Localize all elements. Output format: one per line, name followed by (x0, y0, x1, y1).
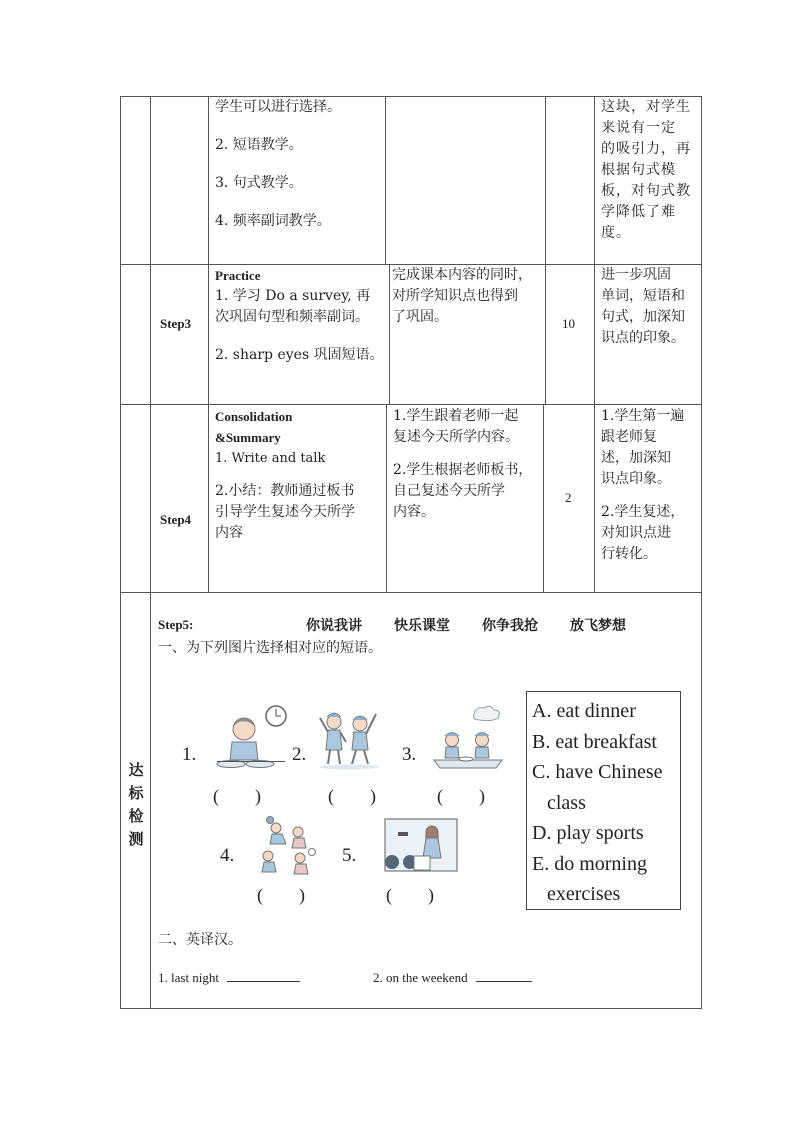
row3-intent-line: 行转化。 (601, 546, 657, 562)
answer-blank[interactable]: ( ) (328, 786, 376, 806)
row3-intent-line: 识点印象。 (601, 471, 671, 487)
column-divider-student (543, 404, 544, 592)
option-a: A. eat dinner (532, 700, 636, 722)
row2-student (392, 265, 544, 328)
column-divider-time (594, 264, 595, 404)
translate-prompt: 2. on the weekend (373, 970, 468, 985)
row1-content-line: 2. 短语教学。 (215, 137, 303, 153)
section-label-char: 检 (128, 809, 144, 825)
slogan: 快乐课堂 (394, 619, 450, 634)
section-label-char: 标 (128, 786, 144, 802)
column-divider-step (208, 96, 209, 264)
table-border-right (701, 96, 702, 1009)
column-divider-time (594, 404, 595, 592)
row3-intent-line: 对知识点进 (601, 525, 671, 541)
row1-content-line: 3. 句式教学。 (215, 175, 303, 191)
column-divider-step (208, 404, 209, 592)
translate-answer-blank[interactable] (476, 981, 532, 982)
row2-intent-line: 进一步巩固 (601, 267, 671, 283)
section-label-char: 达 (128, 763, 144, 779)
step4-label: Step4 (160, 512, 192, 527)
instruction-heading: 二、英译汉。 (158, 932, 242, 948)
translate-prompt: 1. last night (158, 970, 220, 985)
row1-intent-line: 根据句式模 (601, 162, 676, 178)
row2-student-line: 了巩固。 (392, 309, 448, 325)
option-e-continued: exercises (547, 883, 621, 905)
row3-intent (601, 406, 700, 565)
column-divider-step (208, 264, 209, 404)
column-divider-student (545, 264, 546, 404)
row3-student-line: 2.学生根据老师板书， (393, 462, 533, 478)
row3-content-line: 内容 (215, 525, 243, 541)
row3-content-line: 2.小结：教师通过板书 (215, 483, 355, 499)
section-label (127, 760, 145, 852)
picture-number: 5. (342, 845, 357, 866)
row1-intent-line: 这块，对学生 (601, 99, 691, 115)
row3-student (393, 406, 543, 523)
row3-intent-line: 跟老师复 (601, 429, 657, 445)
row3-student-line: 自己复述今天所学 (393, 483, 505, 499)
section-label-char: 测 (128, 832, 144, 848)
table-border-bottom (120, 1008, 702, 1009)
option-c-continued: class (547, 791, 586, 814)
row-divider-3 (120, 592, 702, 593)
row2-intent-line: 识点的印象。 (601, 330, 685, 346)
row1-intent (601, 97, 700, 244)
row1-intent-line: 来说有一定 (601, 120, 676, 136)
picture-number: 2. (292, 744, 307, 765)
step5-label: Step5: (158, 617, 194, 632)
row3-content-line: 引导学生复述今天所学 (215, 504, 355, 520)
row2-content-line: 1. 学习 Do a survey, 再 (215, 288, 371, 304)
row2-intent-line: 句式，加深知 (601, 309, 685, 325)
chinese-class-illustration (384, 818, 458, 874)
row1-intent-line: 学降低了难 (601, 204, 676, 220)
slogan: 你说我讲 (306, 619, 362, 634)
column-divider-label (150, 96, 151, 1009)
row3-student-line: 1.学生跟着老师一起 (393, 408, 519, 424)
translate-answer-blank[interactable] (227, 981, 300, 982)
row1-intent-line: 度。 (601, 225, 631, 241)
option-e: E. do morning (532, 852, 647, 875)
row2-time: 10 (562, 316, 575, 331)
row2-intent (601, 265, 700, 349)
picture-number: 3. (402, 744, 417, 765)
answer-blank[interactable]: ( ) (213, 786, 261, 806)
eat-breakfast-illustration (432, 704, 504, 770)
table-border-left (120, 96, 121, 1009)
eat-dinner-illustration (214, 702, 290, 774)
picture-number: 4. (220, 845, 235, 866)
row2-content-line: 次巩固句型和频率副词。 (215, 309, 369, 325)
column-divider-content (389, 264, 390, 404)
row3-intent-line: 1.学生第一遍 (601, 408, 685, 424)
row1-intent-line: 板，对句式教 (601, 183, 691, 199)
translate-item (158, 970, 300, 986)
option-d: D. play sports (532, 822, 644, 844)
answer-blank[interactable]: ( ) (437, 786, 485, 806)
option-c: C. have Chinese (532, 761, 663, 783)
row3-student-line: 复述今天所学内容。 (393, 429, 519, 445)
consolidation-title: Consolidation (215, 409, 293, 424)
instruction-heading: 一、为下列图片选择相对应的短语。 (158, 640, 382, 656)
options-box (526, 691, 681, 910)
row3-time: 2 (565, 490, 572, 505)
row1-intent-line: 的吸引力，再 (601, 141, 691, 157)
row3-student-line: 内容。 (393, 504, 435, 520)
row1-content-line: 学生可以进行选择。 (215, 99, 341, 115)
morning-exercises-illustration (316, 704, 382, 770)
column-divider-content (386, 404, 387, 592)
slogan: 你争我抢 (482, 619, 538, 634)
answer-blank[interactable]: ( ) (257, 885, 305, 905)
column-divider-content (385, 96, 386, 264)
answer-blank[interactable]: ( ) (386, 885, 434, 905)
row1-content (215, 97, 383, 232)
row3-intent-line: 述，加深知 (601, 450, 671, 466)
row2-content (215, 265, 387, 366)
row2-intent-line: 单词，短语和 (601, 288, 685, 304)
row3-intent-line: 2.学生复述， (601, 504, 685, 520)
row2-student-line: 完成课本内容的同时， (392, 267, 532, 283)
practice-title: Practice (215, 268, 261, 283)
row1-content-line: 4. 频率副词教学。 (215, 213, 331, 229)
row3-content (215, 406, 385, 544)
illustration-baseline (217, 761, 285, 762)
row2-content-line: 2. sharp eyes 巩固短语。 (215, 347, 384, 363)
step3-label: Step3 (160, 316, 192, 331)
column-divider-time (594, 96, 595, 264)
play-sports-illustration (256, 814, 318, 876)
slogan: 放飞梦想 (570, 619, 626, 634)
row3-content-line: 1. Write and talk (215, 451, 326, 466)
summary-title: &Summary (215, 430, 281, 445)
option-b: B. eat breakfast (532, 730, 657, 753)
column-divider-student (545, 96, 546, 264)
translate-item (373, 970, 532, 986)
row2-student-line: 对所学知识点也得到 (392, 288, 518, 304)
picture-number: 1. (182, 744, 197, 765)
